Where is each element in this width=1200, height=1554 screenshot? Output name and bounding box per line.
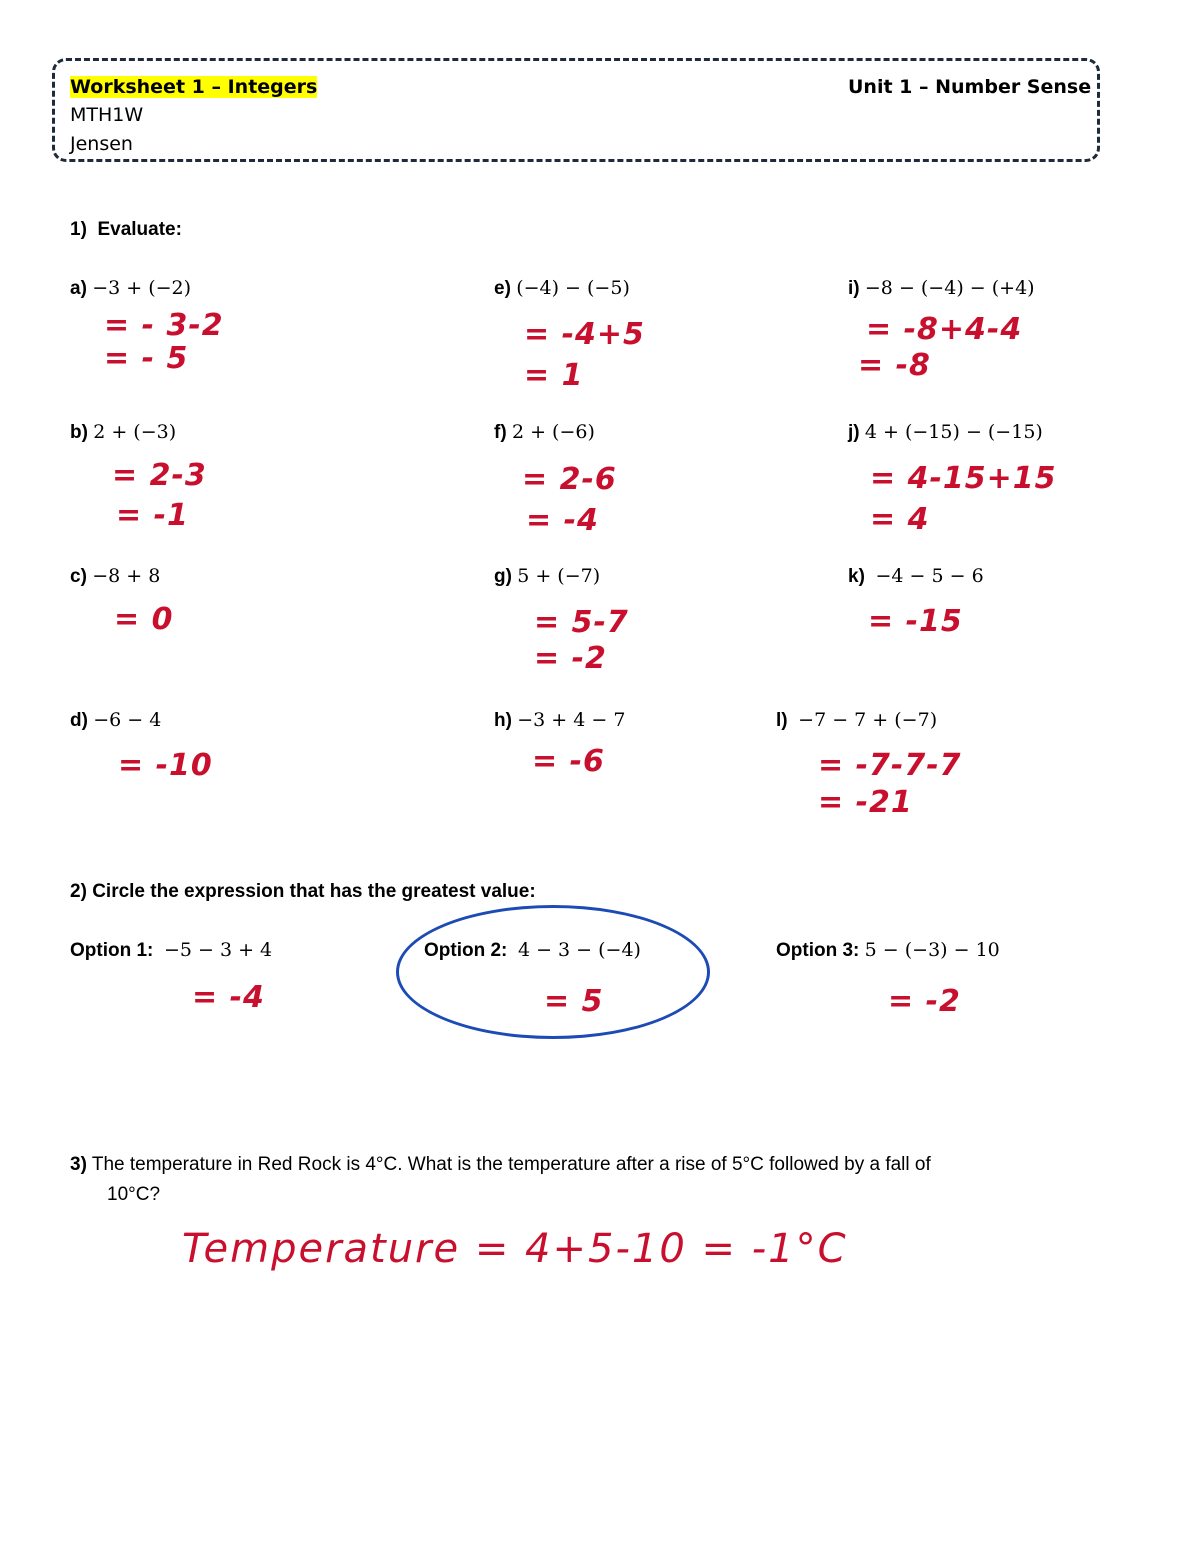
q1-b-work-2: = -1 [116, 498, 189, 533]
q1-item-e: e) (−4) − (−5) [494, 277, 630, 299]
q1-j-work-2: = 4 [870, 502, 930, 537]
q2-option-2: Option 2: 4 − 3 − (−4) [424, 939, 641, 961]
q1-item-g: g) 5 + (−7) [494, 565, 601, 587]
q1-l-work-2: = -21 [818, 785, 913, 820]
header-box [52, 58, 1100, 162]
q2-option-2-work: = 5 [544, 984, 604, 1019]
course-code: MTH1W [70, 104, 144, 126]
q3-text-line-1: 3) The temperature in Red Rock is 4°C. What is the temperature after a rise of 5°C followed by a fall of [70, 1154, 931, 1175]
q1-h-work-1: = -6 [532, 744, 605, 779]
q1-f-work-2: = -4 [526, 503, 599, 538]
q1-item-h: h) −3 + 4 − 7 [494, 709, 626, 731]
q1-item-l: l) −7 − 7 + (−7) [776, 709, 938, 731]
q1-k-work-1: = -15 [868, 604, 963, 639]
q1-item-a: a) −3 + (−2) [70, 277, 192, 299]
q1-item-j: j) 4 + (−15) − (−15) [848, 421, 1043, 443]
q1-i-work-2: = -8 [858, 348, 931, 383]
q1-c-work-1: = 0 [114, 602, 174, 637]
q1-e-work-2: = 1 [524, 358, 584, 393]
q1-heading: 1) Evaluate: [70, 219, 182, 240]
q2-option-1: Option 1: −5 − 3 + 4 [70, 939, 273, 961]
unit-title: Unit 1 – Number Sense [848, 76, 1092, 98]
q1-item-d: d) −6 − 4 [70, 709, 162, 731]
q1-e-work-1: = -4+5 [524, 317, 645, 352]
q1-d-work-1: = -10 [118, 748, 213, 783]
q1-item-f: f) 2 + (−6) [494, 421, 595, 443]
q2-option-3: Option 3: 5 − (−3) − 10 [776, 939, 1000, 961]
q1-item-c: c) −8 + 8 [70, 565, 161, 587]
q1-l-work-1: = -7-7-7 [818, 748, 962, 783]
q1-item-k: k) −4 − 5 − 6 [848, 565, 984, 587]
q2-option-1-work: = -4 [192, 980, 265, 1015]
q1-g-work-2: = -2 [534, 641, 607, 676]
q1-item-i: i) −8 − (−4) − (+4) [848, 277, 1035, 299]
q2-option-3-work: = -2 [888, 984, 961, 1019]
worksheet-title: Worksheet 1 – Integers [70, 76, 318, 98]
q1-i-work-1: = -8+4-4 [866, 312, 1023, 347]
q1-g-work-1: = 5-7 [534, 605, 629, 640]
q1-a-work-2: = - 5 [104, 341, 189, 376]
q3-text-line-2: 10°C? [107, 1184, 161, 1205]
q2-heading: 2) Circle the expression that has the greatest value: [70, 881, 536, 902]
teacher-name: Jensen [70, 133, 133, 155]
q1-f-work-1: = 2-6 [522, 462, 617, 497]
q3-work: Temperature = 4+5-10 = -1°C [182, 1226, 848, 1272]
q1-a-work-1: = - 3-2 [104, 308, 224, 343]
q1-j-work-1: = 4-15+15 [870, 461, 1057, 496]
q1-item-b: b) 2 + (−3) [70, 421, 177, 443]
q1-b-work-1: = 2-3 [112, 458, 207, 493]
